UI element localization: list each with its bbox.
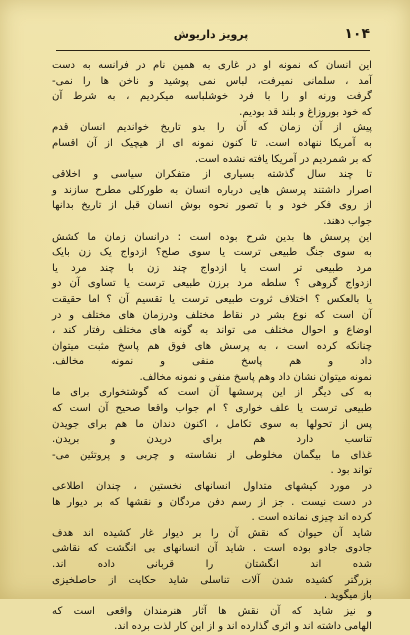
text-line: گرفت ورنه او را با فرد خوشلباسه میکردیم ، به شرط آن — [52, 91, 372, 103]
text-line: به سوی جنگ طبیعی ترست یا سوی صلح؟ ازدواج یک زن بایک — [52, 247, 372, 259]
text-line: داد و هم پاسخ منفی و نمونه مخالف. — [52, 356, 372, 368]
text-line: به آمریکا ننهاده است. تا کنون نمونه ای از هیچیک از آن اقسام — [52, 137, 372, 149]
text-line: در مورد کیشهای متداول انسانهای نخستین ، چندان اطلاعی — [52, 481, 372, 493]
text-line: که بر شمردیم در آمریکا یافته نشده است. — [194, 153, 372, 165]
header-rule — [56, 50, 370, 51]
paragraph — [52, 604, 372, 635]
page-header — [52, 26, 370, 46]
text-line: و نیز شاید که آن نقش ها آثار هنرمندان واقعی است که — [52, 605, 372, 617]
text-line: جواب دهند. — [323, 215, 372, 227]
text-line: تا چند سال گذشته بسیاری از متفکران سیاسی و اخلاقی — [52, 169, 372, 181]
text-line: طبیعی ترست یا علف خواری ؟ ام جواب واقعا صحیح آن است که — [52, 403, 372, 415]
text-line: مرد طبیعی تر است یا ازدواج چند زن با چند مرد یا — [52, 262, 372, 274]
page-number: ۱۰۴ — [344, 26, 370, 42]
text-line: تواند بود . — [330, 465, 372, 477]
text-line: نمونه میتوان نشان داد وهم پاسخ منفی و نمونه مخالف. — [139, 371, 372, 383]
text-line: پس از تحولها به سوی تکامل ، اکنون دندان ما هم برای جویدن — [52, 418, 372, 430]
text-line: اصرار داشتند پرسش هایی درباره انسان به طورکلی مطرح سازند و — [52, 184, 372, 196]
paragraph — [52, 526, 372, 604]
text-line: شاید آن حیوان که نقش آن را بر دیوار غار کشیده اند هدف — [52, 527, 372, 539]
paragraph — [52, 167, 372, 229]
text-line: این انسان که نمونه او در غاری به همین نام در فرانسه به دست — [52, 60, 372, 71]
text-line: آن است که نوع بشر در نقاط مختلف ودرزمان های مختلف و در — [52, 309, 372, 321]
text-line: از روی فکر خود و با تصور نحوه بوش انسان قبل از تاریخ بدانها — [52, 200, 372, 212]
paragraph — [52, 120, 372, 167]
text-line: بزرگتر کشیده شدن آلات تناسلی شاید حکایت از حاصلخیزی — [52, 574, 372, 586]
text-line: تناسب دارد هم برای دریدن و بریدن. — [52, 434, 372, 446]
text-line: این پرسش ها بدین شرح بوده است : درانسان زمان ما کشش — [52, 231, 372, 243]
text-line: شده اند انگشتان را قربانی داده اند. — [52, 559, 372, 570]
text-line: ازدواج گروهی ؟ سلطه مرد برزن طبیعی ترست یا تساوی آن دو — [52, 278, 372, 290]
text-line: باز میگوید . — [323, 590, 372, 602]
running-title: پرویز داریوش — [173, 28, 249, 41]
text-line: یا بالعکس ؟ اختلاف ثروت طبیعی ترست یا تقسیم آن ؟ اما حقیقت — [52, 293, 372, 305]
text-line: چنانکه کرده است ، به پرسش های فوق هم پاسخ مثبت میتوان — [52, 340, 372, 352]
text-line: آمد ، سلمانی نمیرفت، لباس نمی پوشید و ناخن ها را نمی- — [52, 75, 372, 87]
paragraph — [52, 385, 372, 479]
text-line: پیش از آن زمان که آن را بدو تاریخ خواندیم انسان قدم — [52, 122, 372, 134]
text-line: به کی دیگر از این پرسشها آن است که گوشتخواری برای ما — [52, 387, 372, 399]
paragraph — [52, 479, 372, 526]
paragraph — [52, 230, 372, 386]
text-line: کرده اند چیزی نمانده است . — [251, 512, 372, 524]
paragraph — [52, 58, 372, 120]
body-text — [52, 58, 372, 633]
text-line: الهامی داشته اند و اثری گذارده اند و از این کار لذت برده اند. — [114, 621, 372, 633]
text-line: که خود بوروزاغ و بلند قد بودیم. — [239, 106, 372, 118]
text-line: در دست نیست . جز از رسم دفن مردگان و نقشها که بر دیوار ها — [52, 496, 372, 508]
text-line: جادوی جادو بوده است . شاید آن انسانهای بی انگشت که نقاشی — [52, 543, 372, 555]
text-line: اوضاع و احوال مختلف می تواند به گونه های مختلف رفتار کند ، — [52, 325, 372, 337]
text-line: غذای ما بیگمان مخلوطی از نشاسته و چربی و پروتئین می- — [52, 449, 372, 461]
